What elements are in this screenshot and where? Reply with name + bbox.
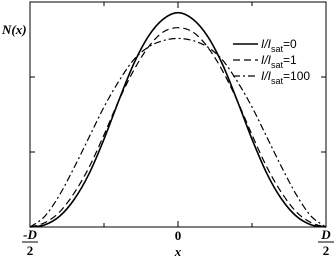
legend — [233, 37, 310, 86]
legend-label-1: $I/I_{sat}=0$ — [261, 37, 297, 54]
y-tick-marks — [30, 77, 326, 152]
legend-label-3: $I/I_{sat}=100$ — [261, 69, 311, 86]
series-line-2 — [30, 28, 326, 227]
x-tick-label-num-3: D — [321, 227, 331, 242]
x-tick-label-den-3: 2 — [322, 243, 330, 258]
x-tick-label-den-1: 2 — [26, 243, 34, 258]
x-tick-label-num-1: -D — [23, 227, 37, 242]
x-tick-label-2: 0 — [174, 228, 182, 243]
y-axis-label: N(x) — [2, 22, 27, 37]
x-axis-label: x — [174, 244, 182, 259]
legend-label-2: $I/I_{sat}=1$ — [261, 53, 297, 70]
